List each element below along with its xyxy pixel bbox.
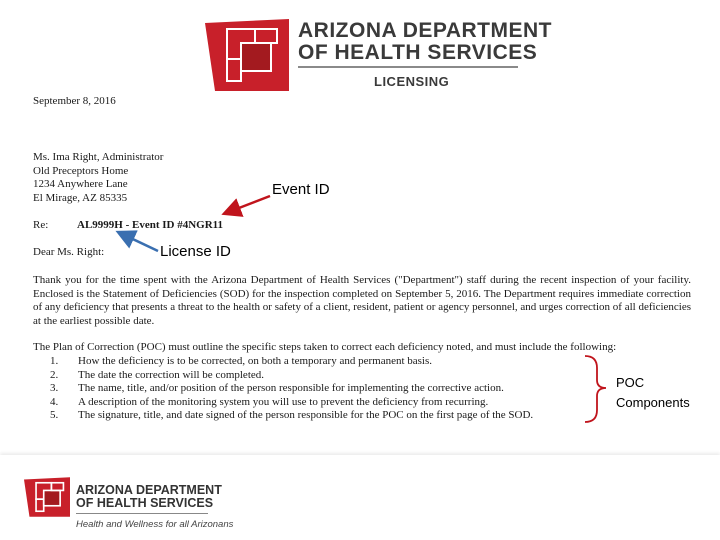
list-number: 4. (50, 395, 59, 408)
license-id-arrow (120, 233, 158, 251)
re-label: Re: (33, 219, 49, 231)
list-number: 5. (50, 409, 59, 422)
footer-adhs-logo (24, 477, 70, 517)
address-line: 1234 Anywhere Lane (33, 178, 128, 191)
list-text: How the deficiency is to be corrected, on both a temporary and permanent basis. (78, 355, 433, 367)
annotation-license-id: License ID (160, 243, 231, 260)
annotation-poc-components (616, 373, 690, 413)
header-subtitle: LICENSING (374, 74, 450, 89)
list-number: 3. (50, 382, 59, 395)
annotation-event-id: Event ID (272, 181, 330, 198)
list-text: The date the correction will be completed. (78, 368, 265, 381)
re-value: AL9999H - Event ID #4NGR11 (77, 219, 224, 231)
address-line: Ms. Ima Right, Administrator (33, 151, 164, 163)
list-text: A description of the monitoring system you will use to prevent the deficiency from recurring. (78, 395, 489, 408)
footer-title (76, 484, 222, 510)
footer-title-line2: OF HEALTH SERVICES (76, 496, 214, 510)
address-line: El Mirage, AZ 85335 (33, 191, 128, 204)
footer-tagline: Health and Wellness for all Arizonans (76, 519, 234, 530)
list-number: 2. (50, 368, 59, 381)
event-id-arrow (226, 196, 270, 213)
list-text: The name, title, and/or position of the person responsible for implementing the corrective action. (78, 382, 504, 395)
footer-divider (76, 513, 208, 514)
salutation: Dear Ms. Right: (33, 246, 105, 258)
annotation-poc-line1: POC (616, 375, 645, 390)
paragraph-poc: The Plan of Correction (POC) must outline the specific steps taken to correct each deficiency noted, and must include the following: (33, 341, 617, 353)
poc-bracket (585, 356, 606, 422)
list-number: 1. (50, 355, 59, 367)
footer (0, 455, 720, 540)
list-text: The signature, title, and date signed of the person responsible for the POC on the first page of the SOD. (78, 409, 534, 422)
header-title-line2: OF HEALTH SERVICES (298, 41, 538, 64)
paragraph-intro: Thank you for the time spent with the Arizona Department of Health Services ("Department") staff during the recent inspection of your facility. Enclosed is the Statement of Deficiencies (SOD) for the inspection completed on September 5, 2016. The Department requires immediate correction of any deficiency that presents a threat to the health or safety of a client, resident, patient or agency personnel, and urges correction of all deficiencies at the earliest possible date. (33, 274, 691, 327)
letter-date: September 8, 2016 (33, 95, 116, 107)
address-line: Old Preceptors Home (33, 164, 129, 177)
annotation-poc-line2: Components (616, 395, 690, 410)
header-title-line1: ARIZONA DEPARTMENT (298, 19, 552, 42)
footer-title-line1: ARIZONA DEPARTMENT (76, 483, 222, 497)
